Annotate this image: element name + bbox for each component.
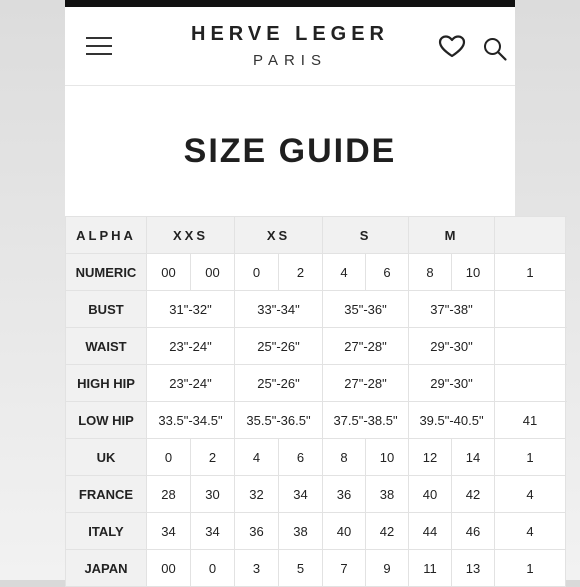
brand-subtitle: PARIS	[253, 52, 327, 69]
table-cell: 1	[495, 254, 566, 291]
table-cell: 2	[191, 439, 235, 476]
table-cell: 33"-34"	[235, 291, 323, 328]
table-cell: 10	[452, 254, 495, 291]
table-cell: 32	[235, 476, 279, 513]
row-label: FRANCE	[66, 476, 147, 513]
table-cell: 4	[323, 254, 366, 291]
table-cell: 39.5"-40.5"	[409, 402, 495, 439]
table-cell: 42	[366, 513, 409, 550]
table-cell: 23"-24"	[147, 328, 235, 365]
table-cell: 34	[147, 513, 191, 550]
table-cell: 5	[279, 550, 323, 587]
table-cell: 46	[452, 513, 495, 550]
row-label: UK	[66, 439, 147, 476]
table-row	[66, 365, 566, 402]
table-cell: 9	[366, 550, 409, 587]
row-label: JAPAN	[66, 550, 147, 587]
alpha-size-cell	[495, 217, 566, 254]
table-cell: 27"-28"	[323, 328, 409, 365]
table-row	[66, 513, 566, 550]
table-cell: 27"-28"	[323, 365, 409, 402]
brand-name: HERVE LEGER	[191, 23, 389, 45]
size-table-scroll[interactable]	[65, 216, 538, 586]
row-label: ITALY	[66, 513, 147, 550]
table-cell: 44	[409, 513, 452, 550]
table-row	[66, 328, 566, 365]
site-header	[65, 7, 515, 86]
table-cell: 38	[279, 513, 323, 550]
row-label: ALPHA	[66, 217, 147, 254]
size-table-body	[66, 217, 566, 587]
table-cell: 28	[147, 476, 191, 513]
alpha-size-cell: M	[409, 217, 495, 254]
row-label: LOW HIP	[66, 402, 147, 439]
table-cell: 6	[279, 439, 323, 476]
table-cell: 6	[366, 254, 409, 291]
table-cell: 25"-26"	[235, 328, 323, 365]
table-cell: 4	[495, 513, 566, 550]
table-cell: 00	[191, 254, 235, 291]
table-row	[66, 291, 566, 328]
table-cell: 36	[323, 476, 366, 513]
table-cell: 31"-32"	[147, 291, 235, 328]
table-cell	[495, 328, 566, 365]
table-cell: 0	[235, 254, 279, 291]
table-cell: 1	[495, 439, 566, 476]
table-cell: 1	[495, 550, 566, 587]
table-cell: 2	[279, 254, 323, 291]
table-row	[66, 476, 566, 513]
alpha-size-cell: XXS	[147, 217, 235, 254]
table-cell: 34	[279, 476, 323, 513]
table-cell: 34	[191, 513, 235, 550]
table-cell: 23"-24"	[147, 365, 235, 402]
table-cell: 30	[191, 476, 235, 513]
heart-icon[interactable]	[439, 35, 465, 59]
table-cell: 7	[323, 550, 366, 587]
table-cell: 00	[147, 550, 191, 587]
page-title: SIZE GUIDE	[183, 132, 397, 170]
table-cell: 40	[409, 476, 452, 513]
table-cell: 10	[366, 439, 409, 476]
table-cell: 12	[409, 439, 452, 476]
table-cell: 11	[409, 550, 452, 587]
table-cell: 33.5"-34.5"	[147, 402, 235, 439]
table-cell: 8	[409, 254, 452, 291]
table-row	[66, 439, 566, 476]
search-icon[interactable]	[483, 37, 507, 61]
left-background	[0, 0, 65, 580]
table-cell: 0	[147, 439, 191, 476]
alpha-size-cell: XS	[235, 217, 323, 254]
alpha-size-cell: S	[323, 217, 409, 254]
status-bar	[65, 0, 515, 7]
table-cell: 29"-30"	[409, 328, 495, 365]
table-cell: 0	[191, 550, 235, 587]
table-cell: 25"-26"	[235, 365, 323, 402]
table-cell: 35.5"-36.5"	[235, 402, 323, 439]
table-cell: 00	[147, 254, 191, 291]
table-cell: 13	[452, 550, 495, 587]
table-cell: 37.5"-38.5"	[323, 402, 409, 439]
table-cell: 3	[235, 550, 279, 587]
table-row	[66, 402, 566, 439]
table-cell: 38	[366, 476, 409, 513]
table-row	[66, 550, 566, 587]
phone-screen	[65, 0, 538, 580]
table-cell: 14	[452, 439, 495, 476]
table-cell	[495, 365, 566, 402]
table-cell: 37"-38"	[409, 291, 495, 328]
table-cell	[495, 291, 566, 328]
row-label: HIGH HIP	[66, 365, 147, 402]
table-cell: 35"-36"	[323, 291, 409, 328]
table-cell: 41	[495, 402, 566, 439]
size-table	[65, 216, 566, 587]
row-label: NUMERIC	[66, 254, 147, 291]
table-cell: 36	[235, 513, 279, 550]
table-cell: 8	[323, 439, 366, 476]
table-cell: 29"-30"	[409, 365, 495, 402]
row-label: BUST	[66, 291, 147, 328]
table-cell: 42	[452, 476, 495, 513]
table-cell: 40	[323, 513, 366, 550]
row-label: WAIST	[66, 328, 147, 365]
table-row-alpha	[66, 217, 566, 254]
table-cell: 4	[495, 476, 566, 513]
table-row	[66, 254, 566, 291]
table-cell: 4	[235, 439, 279, 476]
